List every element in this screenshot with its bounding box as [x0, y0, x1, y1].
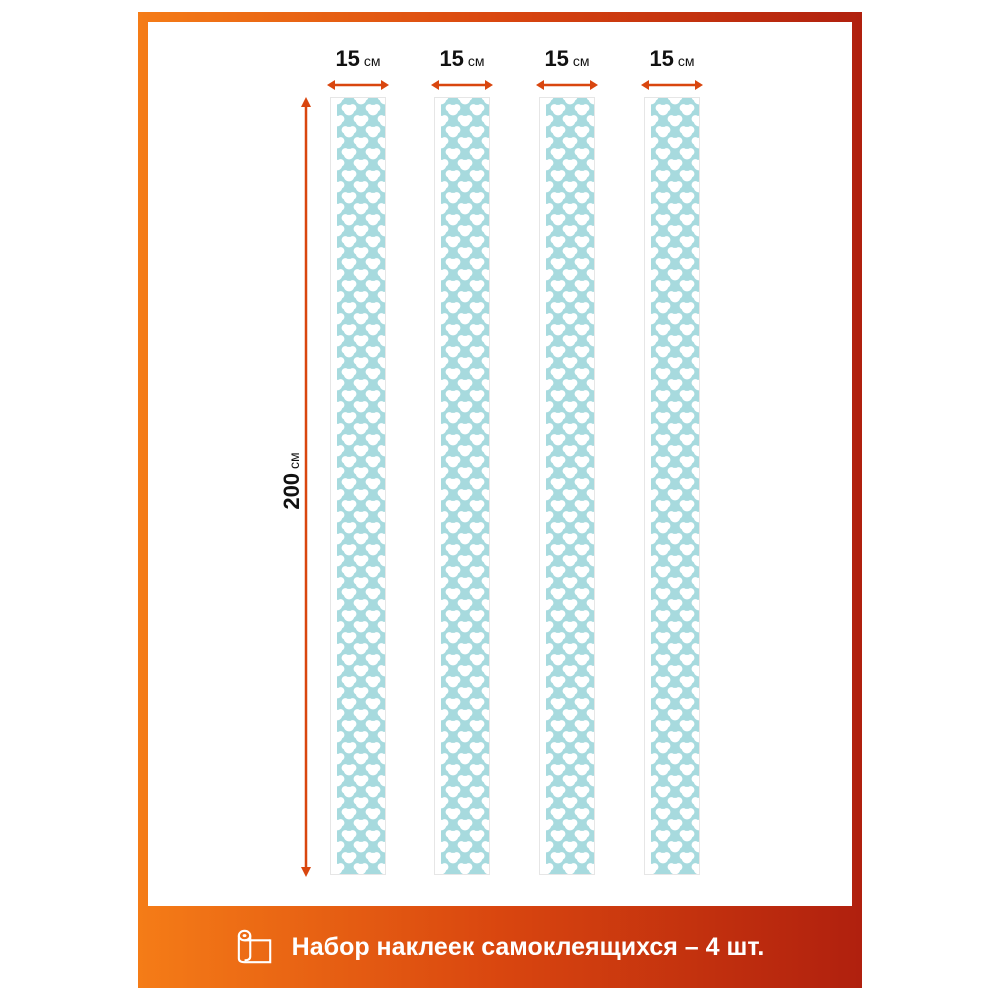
sticker-strip-4 — [644, 97, 700, 875]
width-value: 15 — [544, 46, 569, 71]
sticker-strip-2 — [434, 97, 490, 875]
paper-roll-icon — [236, 928, 274, 966]
width-value: 15 — [439, 46, 464, 71]
cloud-pattern — [441, 98, 489, 874]
double-arrow-icon — [430, 78, 494, 92]
width-dimension-3 — [527, 36, 607, 94]
footer-banner — [138, 906, 862, 988]
width-dimension-1 — [318, 36, 398, 94]
width-value: 15 — [649, 46, 674, 71]
width-unit: см — [677, 53, 695, 69]
product-canvas — [148, 22, 852, 906]
height-unit: см — [286, 452, 302, 469]
width-dimension-4 — [632, 36, 712, 94]
width-unit: см — [572, 53, 590, 69]
orange-frame — [138, 12, 862, 988]
footer-text: Набор наклеек самоклеящихся – 4 шт. — [291, 932, 765, 961]
height-value: 200 — [279, 472, 304, 510]
cloud-pattern — [337, 98, 385, 874]
width-dimension-2 — [422, 36, 502, 94]
width-unit: см — [363, 53, 381, 69]
double-arrow-icon — [326, 78, 390, 92]
cloud-pattern — [546, 98, 594, 874]
cloud-pattern — [651, 98, 699, 874]
sticker-strip-3 — [539, 97, 595, 875]
height-dimension — [278, 97, 328, 877]
double-arrow-icon — [535, 78, 599, 92]
sticker-strip-1 — [330, 97, 386, 875]
width-unit: см — [467, 53, 485, 69]
double-arrow-icon — [640, 78, 704, 92]
width-value: 15 — [335, 46, 360, 71]
